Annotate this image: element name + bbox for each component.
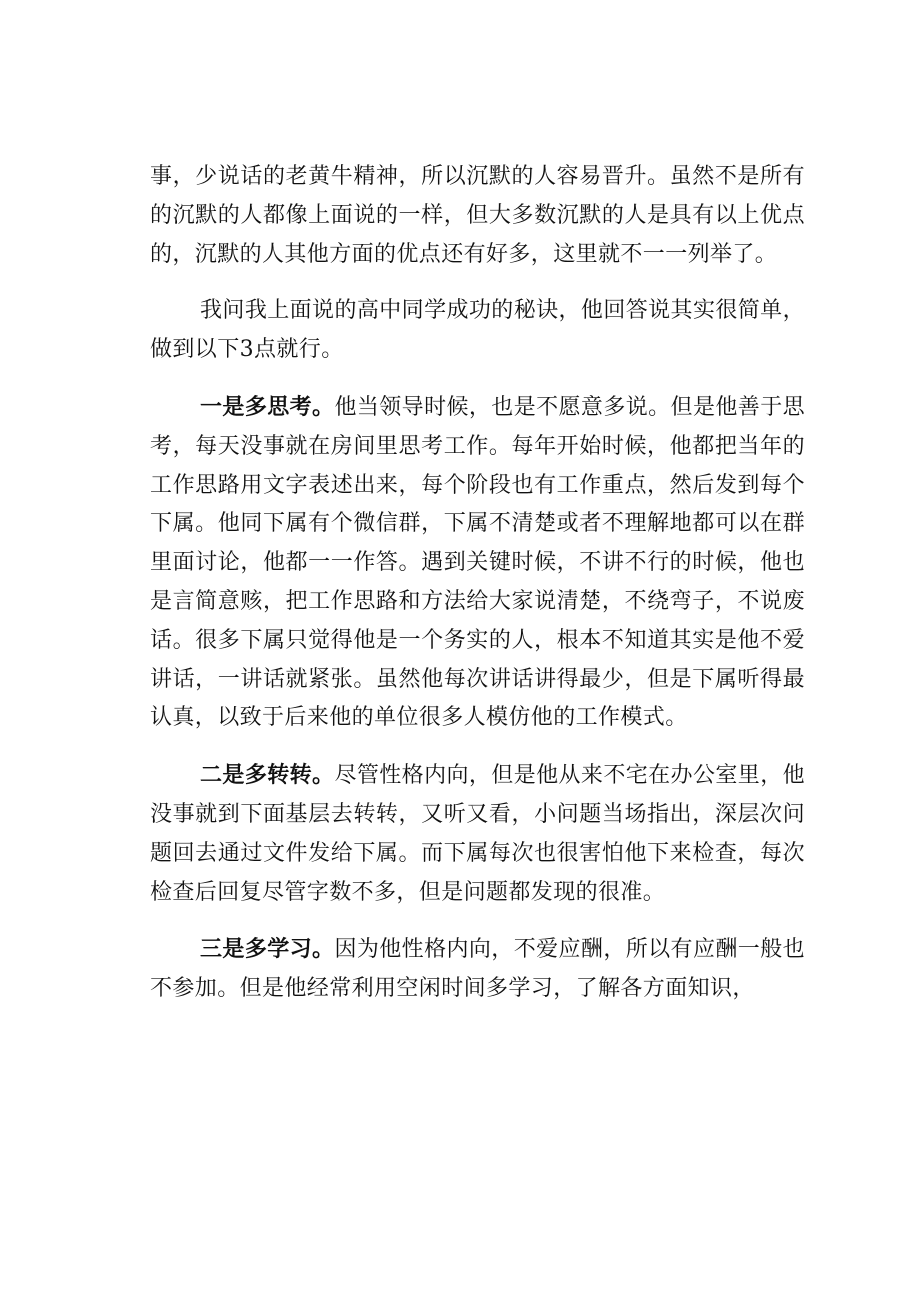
paragraph-success-secret [150,292,805,370]
paragraph-point-think-more [150,388,805,738]
point-heading: 一是多思考。 [200,393,335,420]
paragraph-text: 因为他性格内向，不爱应酬，所以有应酬一般也不参加。但是他经常利用空闲时间多学习，了解各方面知识， [150,937,805,1002]
point-heading: 三是多学习。 [200,936,335,963]
paragraph-point-study-more [150,930,805,1009]
paragraph-point-walk-around [150,756,805,912]
paragraph-text: 尽管性格内向，但是他从来不宅在办公室里，他没事就到下面基层去转转，又听又看，小问题当场指出，深层次问题回去通过文件发给下属。而下属每次也很害怕他下来检查，每次检查后回复尽管字数不多，但是问题都发现的很准。 [150,763,805,905]
document-body [150,158,805,1009]
point-heading: 二是多转转。 [200,762,335,789]
paragraph-silent-people-summary [150,158,805,274]
paragraph-text: 事，少说话的老黄牛精神，所以沉默的人容易晋升。虽然不是所有的沉默的人都像上面说的一样，但大多数沉默的人是具有以上优点的，沉默的人其他方面的优点还有好多，这里就不一一列举了。 [150,164,805,267]
paragraph-text: 我问我上面说的高中同学成功的秘诀，他回答说其实很简单，做到以下3点就行。 [150,298,805,363]
paragraph-text: 他当领导时候，也是不愿意多说。但是他善于思考，每天没事就在房间里思考工作。每年开始时候，他都把当年的工作思路用文字表述出来，每个阶段也有工作重点，然后发到每个下属。他同下属有个微信群，下属不清楚或者不理解地都可以在群里面讨论，他都一一作答。遇到关键时候，不讲不行的时候，他也是言简意赅，把工作思路和方法给大家说清楚，不绕弯子，不说废话。很多下属只觉得他是一个务实的人，根本不知道其实是他不爱讲话，一讲话就紧张。虽然他每次讲话讲得最少，但是下属听得最认真，以致于后来他的单位很多人模仿他的工作模式。 [150,394,805,731]
